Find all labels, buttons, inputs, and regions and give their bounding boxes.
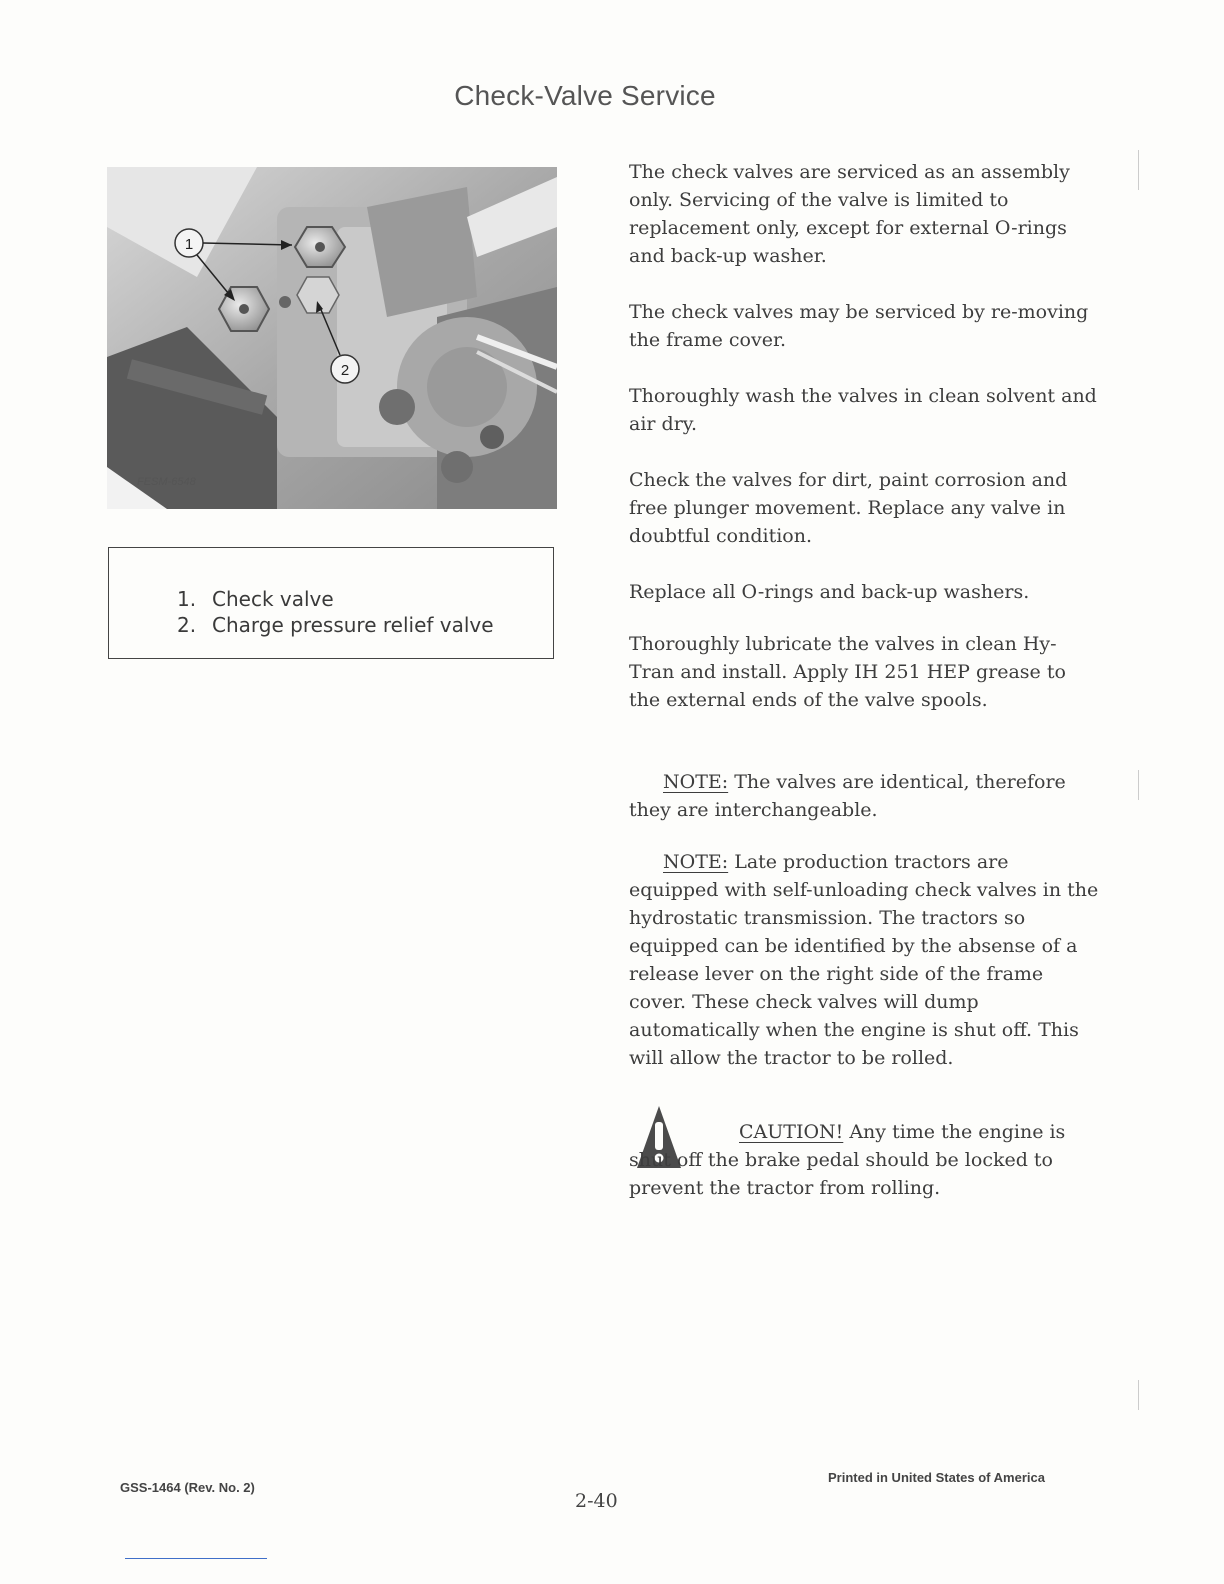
note-text: The valves are identical, therefore they are interchangeable. xyxy=(629,771,1066,821)
callout-1-marker xyxy=(175,229,292,301)
document-number: GSS-1464 (Rev. No. 2) xyxy=(120,1480,255,1495)
paragraph: Check the valves for dirt, paint corrosion and free plunger movement. Replace any valve in doubtful condition. xyxy=(629,469,1068,547)
paragraph: Replace all O-rings and back-up washers. xyxy=(629,581,1030,603)
paragraph: Thoroughly wash the valves in clean solvent and air dry. xyxy=(629,385,1097,435)
page-number: 2-40 xyxy=(575,1490,618,1512)
legend-number: 1. xyxy=(177,587,197,611)
scan-mark xyxy=(1138,1380,1139,1410)
page-title: Check-Valve Service xyxy=(454,80,716,111)
printed-notice: Printed in United States of America xyxy=(828,1470,1045,1485)
legend-number: 2. xyxy=(177,613,197,637)
paragraph: Thoroughly lubricate the valves in clean Hy-Tran and install. Apply IH 251 HEP grease to the external ends of the valve spools. xyxy=(629,633,1066,711)
note-label: NOTE: xyxy=(663,851,729,873)
caution xyxy=(629,1118,1099,1202)
note-text: Late production tractors are equipped with self-unloading check valves in the hydrostatic transmission. The tractors so equipped can be identified by the absense of a release lever on the right side of the frame cover. These check valves will dump automatically when the engine is shut off. This will allow the tractor to be rolled. xyxy=(629,851,1099,1069)
note xyxy=(629,768,1099,824)
check-valve-photo xyxy=(107,167,557,509)
caution-text: Any time the engine is shut off the brake pedal should be locked to prevent the tractor from rolling. xyxy=(629,1121,1066,1199)
figure-id: FESM-6548 xyxy=(137,476,196,488)
caution-label: CAUTION! xyxy=(739,1121,844,1143)
legend-item xyxy=(177,612,553,638)
legend-text: Charge pressure relief valve xyxy=(212,613,494,637)
callout-2-number: 2 xyxy=(340,362,350,379)
scan-mark xyxy=(1138,770,1139,800)
legend-text: Check valve xyxy=(212,587,334,611)
paragraph: The check valves may be serviced by re-moving the frame cover. xyxy=(629,301,1089,351)
note-label: NOTE: xyxy=(663,771,729,793)
paragraph: The check valves are serviced as an assembly only. Servicing of the valve is limited to replacement only, except for external O-rings and back-up washer. xyxy=(629,161,1070,267)
figure-legend xyxy=(108,547,554,659)
note xyxy=(629,848,1099,1072)
callout-1-number: 1 xyxy=(184,236,194,253)
callout-2-marker xyxy=(316,301,359,383)
scan-mark xyxy=(1138,150,1139,190)
divider-line xyxy=(125,1558,267,1559)
legend-item xyxy=(177,586,553,612)
